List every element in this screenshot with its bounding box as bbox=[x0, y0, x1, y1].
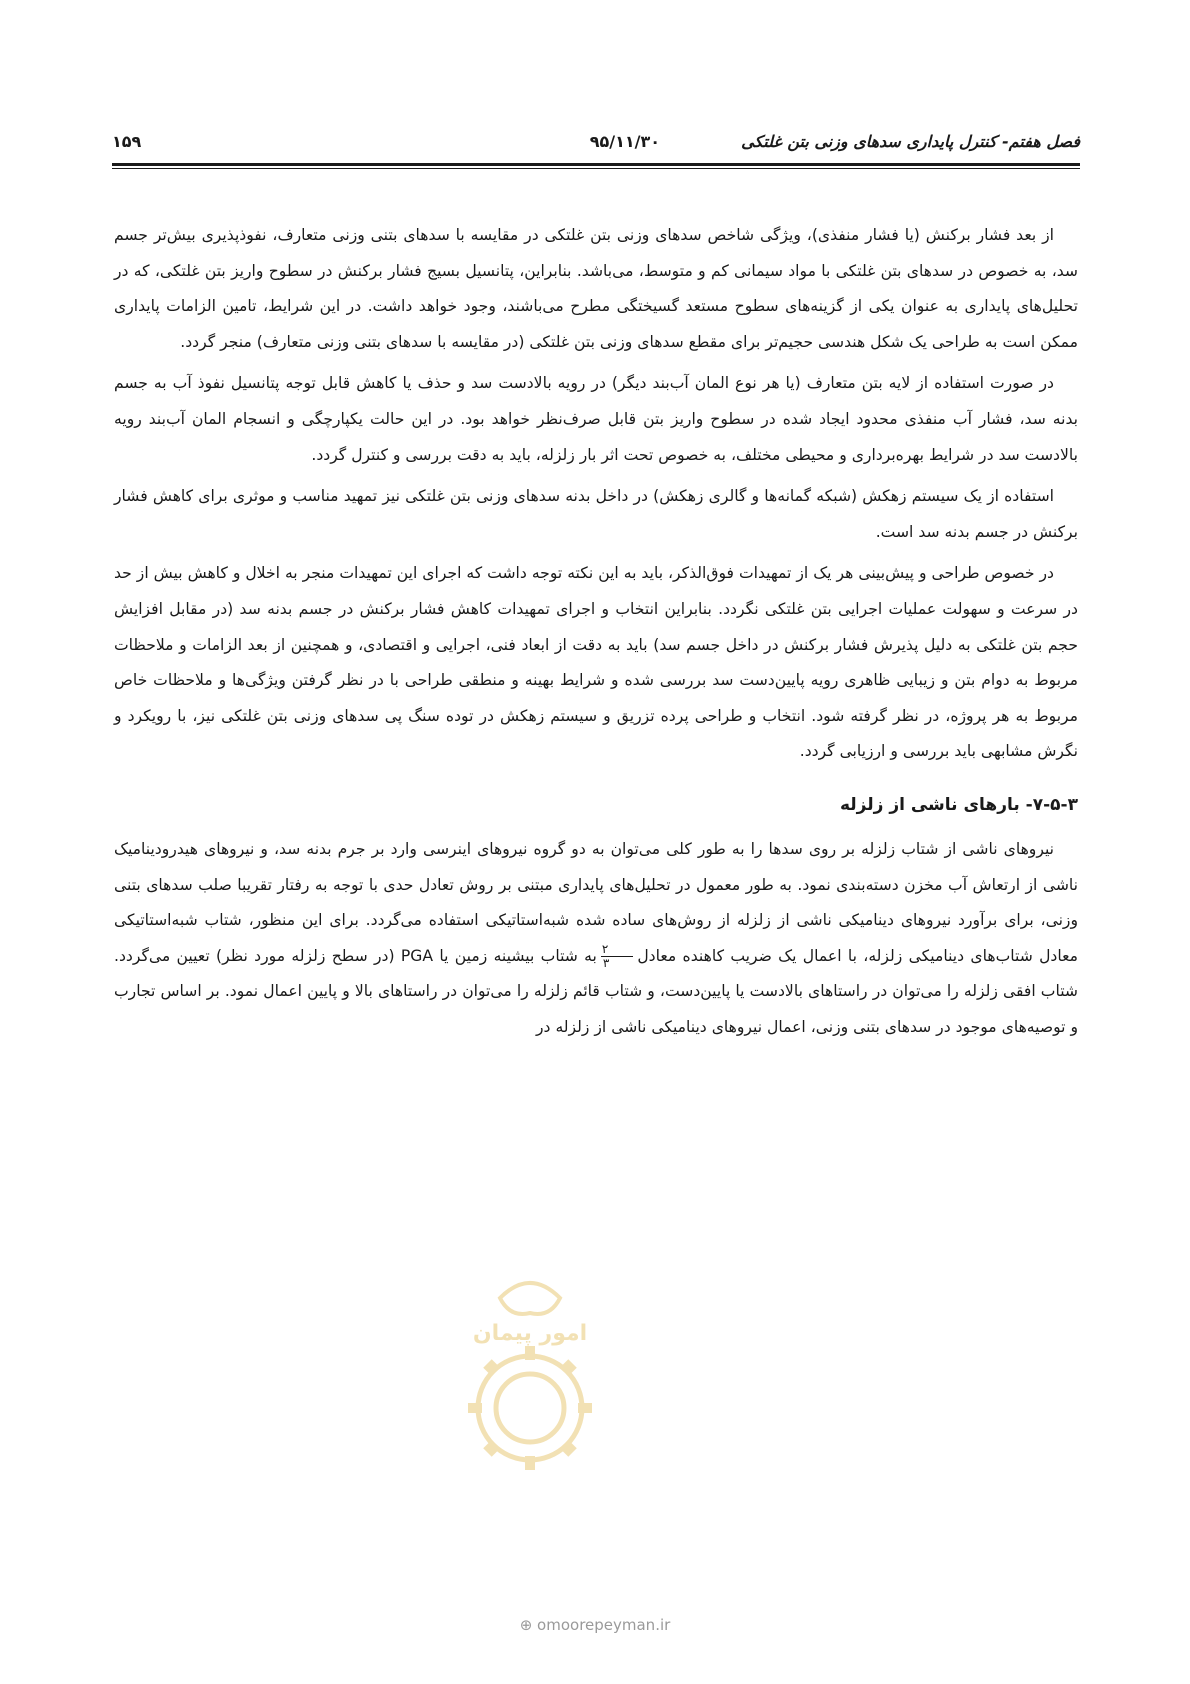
section-heading: ۷-۵-۳- بارهای ناشی از زلزله bbox=[839, 794, 1078, 815]
paragraph bbox=[114, 832, 1078, 1046]
fraction-denominator: ۳ bbox=[602, 955, 610, 970]
paragraph-part: نیروهای ناشی از شتاب زلزله بر روی سدها را به طور کلی می‌توان به دو گروه نیروهای اینرسی وارد بر جرم بدنه سد، و نیروهای هیدرودینامیک ناشی از ارتعاش آب مخزن دسته‌بندی نمود. به طور معمول در تحلیل‌های پایداری مبتنی بر روش تعادل حدی با توجه به رفتار تقریبا صلب سدهای بتنی وزنی، برای برآورد نیروهای دینامیکی ناشی از زلزله از روش‌های ساده شده شبه‌استاتیکی استفاده می‌گردد. برای این منظور، شتاب شبه‌استاتیکی معادل شتاب‌های دینامیکی زلزله، با اعمال یک ضریب کاهنده معادل bbox=[114, 839, 1079, 965]
page-number: ۱۵۹ bbox=[112, 132, 142, 151]
page-header bbox=[112, 126, 1080, 160]
watermark-logo bbox=[455, 1258, 605, 1498]
paragraph: از بعد فشار برکنش (یا فشار منفذی)، ویژگی شاخص سدهای وزنی بتن غلتکی در مقایسه با سدهای بتنی وزنی متعارف، نفوذپذیری بیش‌تر جسم سد، به خصوص در سدهای بتن غلتکی با مواد سیمانی کم و متوسط، می‌باشد. بنابراین، پتانسیل بسیج فشار برکنش در سطوح واریز بتن غلتکی، که در تحلیل‌های پایداری به عنوان یکی از گزینه‌های سطوح مستعد گسیختگی مطرح می‌باشند، وجود خواهد داشت. در این شرایط، تامین الزامات پایداری ممکن است به طراحی یک شکل هندسی حجیم‌تر برای مقطع سدهای وزنی بتن غلتکی (در مقایسه با سدهای بتنی وزنی متعارف) منجر گردد. bbox=[114, 226, 1078, 351]
paragraph: استفاده از یک سیستم زهکش (شبکه گمانه‌ها و گالری زهکش) در داخل بدنه سدهای وزنی بتن غلتکی نیز تمهید مناسب و موثری برای کاهش فشار برکنش در جسم بدنه سد است. bbox=[114, 487, 1078, 541]
paragraph-part: به شتاب بیشینه زمین یا PGA (در سطح زلزله مورد نظر) تعیین می‌گردد. شتاب افقی زلزله را می‌توان در راستاهای بالادست یا پایین‌دست، و شتاب قائم زلزله را می‌توان در راستاهای بالا و پایین اعمال نمود. بر اساس تجارب و توصیه‌های موجود در سدهای بتنی وزنی، اعمال نیروهای دینامیکی ناشی از زلزله در bbox=[114, 946, 1078, 1036]
paragraph: در صورت استفاده از لایه بتن متعارف (یا هر نوع المان آب‌بند دیگر) در رویه بالادست سد و حذف یا کاهش قابل توجه پتانسیل نفوذ آب به جسم بدنه سد، فشار آب منفذی محدود ایجاد شده در سطوح واریز بتن قابل صرف‌نظر خواهد بود. در این حالت یکپارچگی و انسجام المان آب‌بند رویه بالادست سد در شرایط بهره‌برداری و محیطی مختلف، به خصوص تحت اثر بار زلزله، باید به دقت بررسی و کنترل گردد. bbox=[114, 374, 1078, 464]
header-rule-thick bbox=[112, 163, 1080, 166]
chapter-title: فصل هفتم- کنترل پایداری سدهای وزنی بتن غلتکی bbox=[741, 132, 1080, 151]
fraction-numerator: ۲ bbox=[601, 943, 633, 957]
header-rule-thin bbox=[112, 168, 1080, 169]
paragraph: در خصوص طراحی و پیش‌بینی هر یک از تمهیدات فوق‌الذکر، باید به این نکته توجه داشت که اجرای این تمهیدات منجر به اخلال و کاهش بیش از حد در سرعت و سهولت عملیات اجرایی بتن غلتکی نگردد. بنابراین انتخاب و اجرای تمهیدات کاهش فشار برکنش در جسم بدنه سد (در مقابل افزایش حجم بتن غلتکی به دلیل پذیرش فشار برکنش در داخل جسم سد) باید به دقت از ابعاد فنی، اجرایی و اقتصادی، و همچنین از بعد الزامات و ملاحظات مربوط به دوام بتن و زیبایی ظاهری رویه پایین‌دست سد بررسی شده و شرایط بهینه و منطقی طراحی با در نظر گرفتن ویژگی‌ها و ملاحظات خاص مربوط به هر پروژه، در نظر گرفته شود. انتخاب و طراحی پرده تزریق و سیستم زهکش در توده سنگ پی سدهای وزنی بتن غلتکی نیز، با رویکرد و نگرش مشابهی باید بررسی و ارزیابی گردد. bbox=[114, 564, 1078, 761]
globe-icon: ⊕ bbox=[519, 1616, 533, 1634]
watermark-site bbox=[0, 1616, 1190, 1634]
watermark-logo-text: امور پیمان bbox=[472, 1321, 588, 1346]
header-date: ۹۵/۱۱/۳۰ bbox=[589, 132, 660, 151]
body-text bbox=[114, 218, 1078, 1051]
fraction bbox=[601, 943, 633, 970]
watermark-site-text: omoorepeyman.ir bbox=[537, 1616, 671, 1634]
